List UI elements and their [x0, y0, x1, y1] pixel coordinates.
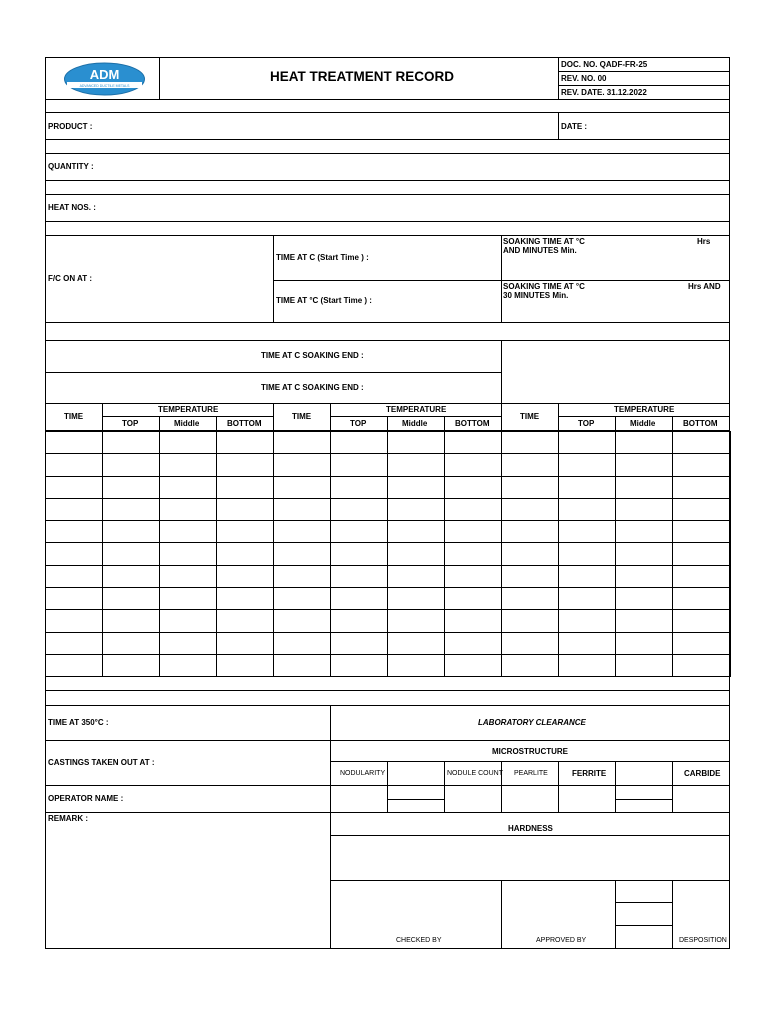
- revision-date: REV. DATE. 31.12.2022: [561, 88, 647, 97]
- table-cell[interactable]: [388, 610, 445, 632]
- table-cell[interactable]: [445, 476, 502, 498]
- soaking-time-2-line2: 30 MINUTES Min.: [503, 291, 569, 300]
- operator-name-label: OPERATOR NAME :: [48, 794, 124, 803]
- table-cell[interactable]: [673, 543, 731, 565]
- nodule-count-label: NODULE COUNT: [447, 770, 504, 777]
- ferrite-label: FERRITE: [572, 769, 607, 778]
- table-cell[interactable]: [673, 454, 731, 476]
- table-cell[interactable]: [274, 632, 331, 654]
- table-cell[interactable]: [502, 543, 559, 565]
- table-cell[interactable]: [160, 476, 217, 498]
- table-cell[interactable]: [46, 454, 103, 476]
- table-cell[interactable]: [445, 543, 502, 565]
- table-cell[interactable]: [103, 543, 160, 565]
- table-cell[interactable]: [616, 588, 673, 610]
- table-cell[interactable]: [388, 654, 445, 676]
- col-temperature-2: TEMPERATURE: [386, 405, 447, 414]
- table-cell[interactable]: [616, 632, 673, 654]
- table-cell[interactable]: [388, 565, 445, 587]
- table-cell[interactable]: [673, 498, 731, 520]
- start-time-label-1: TIME AT C (Start Time ) :: [276, 253, 369, 262]
- table-row: [46, 521, 731, 543]
- table-cell[interactable]: [673, 521, 731, 543]
- microstructure-title: MICROSTRUCTURE: [492, 747, 568, 756]
- table-cell[interactable]: [445, 432, 502, 454]
- table-cell[interactable]: [103, 565, 160, 587]
- heat-nos-label: HEAT NOS. :: [48, 203, 96, 212]
- table-row: [46, 632, 731, 654]
- table-cell[interactable]: [46, 565, 103, 587]
- table-cell[interactable]: [616, 454, 673, 476]
- remark-field[interactable]: [46, 825, 330, 947]
- table-cell[interactable]: [559, 476, 616, 498]
- table-cell[interactable]: [160, 565, 217, 587]
- quantity-field[interactable]: [100, 154, 728, 180]
- col-time-2: TIME: [292, 412, 312, 421]
- table-cell[interactable]: [616, 498, 673, 520]
- table-cell[interactable]: [388, 588, 445, 610]
- company-logo: [63, 62, 146, 96]
- col-top-1: TOP: [122, 419, 139, 428]
- col-bottom-1: BOTTOM: [227, 419, 262, 428]
- table-cell[interactable]: [445, 498, 502, 520]
- table-cell[interactable]: [103, 498, 160, 520]
- soaking-time-1-line2: AND MINUTES Min.: [503, 246, 577, 255]
- table-cell[interactable]: [217, 565, 274, 587]
- adm-logo-icon: [63, 62, 146, 96]
- table-cell[interactable]: [502, 498, 559, 520]
- table-cell[interactable]: [331, 543, 388, 565]
- hardness-field[interactable]: [331, 836, 729, 880]
- pearlite-label: PEARLITE: [514, 770, 548, 777]
- disposition-label: DESPOSITION: [679, 937, 727, 944]
- table-cell[interactable]: [103, 476, 160, 498]
- table-cell[interactable]: [103, 588, 160, 610]
- table-cell[interactable]: [502, 432, 559, 454]
- table-cell[interactable]: [673, 432, 731, 454]
- table-cell[interactable]: [673, 588, 731, 610]
- table-cell[interactable]: [103, 654, 160, 676]
- table-cell[interactable]: [274, 610, 331, 632]
- table-cell[interactable]: [388, 454, 445, 476]
- hardness-title: HARDNESS: [508, 824, 553, 833]
- table-cell[interactable]: [388, 432, 445, 454]
- table-cell[interactable]: [673, 476, 731, 498]
- col-middle-2: Middle: [402, 419, 428, 428]
- table-row: [46, 610, 731, 632]
- table-cell[interactable]: [274, 432, 331, 454]
- table-cell[interactable]: [559, 432, 616, 454]
- table-cell[interactable]: [616, 654, 673, 676]
- table-cell[interactable]: [46, 632, 103, 654]
- remark-label: REMARK :: [48, 814, 88, 823]
- table-cell[interactable]: [502, 632, 559, 654]
- heat-nos-field[interactable]: [100, 195, 728, 221]
- date-field[interactable]: [590, 113, 728, 139]
- table-cell[interactable]: [673, 610, 731, 632]
- table-row: [46, 588, 731, 610]
- table-cell[interactable]: [217, 454, 274, 476]
- table-cell[interactable]: [274, 498, 331, 520]
- table-cell[interactable]: [331, 521, 388, 543]
- table-cell[interactable]: [559, 588, 616, 610]
- table-cell[interactable]: [445, 632, 502, 654]
- table-cell[interactable]: [502, 476, 559, 498]
- table-cell[interactable]: [103, 521, 160, 543]
- table-cell[interactable]: [388, 632, 445, 654]
- table-cell[interactable]: [331, 498, 388, 520]
- table-cell[interactable]: [331, 476, 388, 498]
- table-cell[interactable]: [559, 610, 616, 632]
- table-cell[interactable]: [388, 543, 445, 565]
- soaking-time-2-line1: SOAKING TIME AT °C: [503, 282, 585, 291]
- product-field[interactable]: [120, 113, 556, 139]
- date-label: DATE :: [561, 122, 588, 131]
- table-cell[interactable]: [559, 543, 616, 565]
- table-cell[interactable]: [616, 610, 673, 632]
- table-cell[interactable]: [217, 476, 274, 498]
- table-cell[interactable]: [217, 521, 274, 543]
- product-label: PRODUCT :: [48, 122, 93, 131]
- table-cell[interactable]: [559, 454, 616, 476]
- table-cell[interactable]: [331, 588, 388, 610]
- table-cell[interactable]: [388, 476, 445, 498]
- table-cell[interactable]: [160, 454, 217, 476]
- table-cell[interactable]: [160, 543, 217, 565]
- table-cell[interactable]: [46, 543, 103, 565]
- start-time-label-2: TIME AT °C (Start Time ) :: [276, 296, 372, 305]
- table-cell[interactable]: [502, 454, 559, 476]
- table-cell[interactable]: [445, 654, 502, 676]
- table-cell[interactable]: [673, 654, 731, 676]
- table-cell[interactable]: [388, 498, 445, 520]
- table-cell[interactable]: [673, 565, 731, 587]
- table-cell[interactable]: [103, 432, 160, 454]
- table-cell[interactable]: [274, 454, 331, 476]
- approved-by-label: APPROVED BY: [536, 937, 587, 944]
- logo-text: ADM: [89, 67, 120, 82]
- table-cell[interactable]: [445, 565, 502, 587]
- table-row: [46, 476, 731, 498]
- table-row: [46, 654, 731, 676]
- table-cell[interactable]: [331, 632, 388, 654]
- table-cell[interactable]: [274, 565, 331, 587]
- table-cell[interactable]: [160, 610, 217, 632]
- doc-number: DOC. NO. QADF-FR-25: [561, 60, 648, 69]
- temperature-log-table: [45, 431, 731, 677]
- table-cell[interactable]: [331, 565, 388, 587]
- carbide-label: CARBIDE: [684, 769, 721, 778]
- soaking-time-2-unit: Hrs AND: [688, 282, 721, 291]
- time-at-350-label: TIME AT 350°C :: [48, 718, 109, 727]
- table-cell[interactable]: [217, 543, 274, 565]
- table-cell[interactable]: [559, 565, 616, 587]
- table-cell[interactable]: [160, 521, 217, 543]
- table-cell[interactable]: [160, 498, 217, 520]
- table-cell[interactable]: [46, 521, 103, 543]
- table-cell[interactable]: [502, 654, 559, 676]
- table-cell[interactable]: [274, 521, 331, 543]
- logo-tagline: ADVANCED DUCTILE METALS: [79, 84, 130, 88]
- table-cell[interactable]: [559, 498, 616, 520]
- table-cell[interactable]: [217, 632, 274, 654]
- table-cell[interactable]: [616, 543, 673, 565]
- table-cell[interactable]: [103, 454, 160, 476]
- table-cell[interactable]: [445, 610, 502, 632]
- table-cell[interactable]: [160, 432, 217, 454]
- col-temperature-1: TEMPERATURE: [158, 405, 219, 414]
- table-cell[interactable]: [331, 432, 388, 454]
- table-cell[interactable]: [160, 632, 217, 654]
- soaking-end-label-2: TIME AT C SOAKING END :: [261, 383, 364, 392]
- table-cell[interactable]: [559, 654, 616, 676]
- table-cell[interactable]: [502, 521, 559, 543]
- table-cell[interactable]: [46, 654, 103, 676]
- table-row: [46, 454, 731, 476]
- table-cell[interactable]: [217, 432, 274, 454]
- table-row: [46, 498, 731, 520]
- col-temperature-3: TEMPERATURE: [614, 405, 675, 414]
- table-cell[interactable]: [103, 610, 160, 632]
- table-row: [46, 565, 731, 587]
- table-cell[interactable]: [274, 543, 331, 565]
- table-row: [46, 543, 731, 565]
- col-time-1: TIME: [64, 412, 84, 421]
- col-bottom-2: BOTTOM: [455, 419, 490, 428]
- table-cell[interactable]: [217, 610, 274, 632]
- revision-number: REV. NO. 00: [561, 74, 607, 83]
- col-top-3: TOP: [578, 419, 595, 428]
- table-cell[interactable]: [331, 454, 388, 476]
- col-bottom-3: BOTTOM: [683, 419, 718, 428]
- table-cell[interactable]: [559, 632, 616, 654]
- table-cell[interactable]: [46, 498, 103, 520]
- nodularity-label: NODULARITY: [340, 770, 386, 777]
- table-cell[interactable]: [445, 454, 502, 476]
- table-cell[interactable]: [217, 588, 274, 610]
- table-cell[interactable]: [445, 588, 502, 610]
- table-cell[interactable]: [103, 632, 160, 654]
- soaking-end-label-1: TIME AT C SOAKING END :: [261, 351, 364, 360]
- col-time-3: TIME: [520, 412, 540, 421]
- soaking-time-1-unit: Hrs: [697, 237, 711, 246]
- table-cell[interactable]: [331, 654, 388, 676]
- table-cell[interactable]: [673, 632, 731, 654]
- table-cell[interactable]: [46, 476, 103, 498]
- table-row: [46, 432, 731, 454]
- table-cell[interactable]: [502, 610, 559, 632]
- table-cell[interactable]: [559, 521, 616, 543]
- checked-by-label: CHECKED BY: [396, 937, 442, 944]
- fcon-at-label: F/C ON AT :: [48, 274, 92, 283]
- table-cell[interactable]: [46, 588, 103, 610]
- table-cell[interactable]: [502, 588, 559, 610]
- table-cell[interactable]: [46, 432, 103, 454]
- table-cell[interactable]: [388, 521, 445, 543]
- table-cell[interactable]: [217, 498, 274, 520]
- table-cell[interactable]: [616, 432, 673, 454]
- table-cell[interactable]: [616, 476, 673, 498]
- table-cell[interactable]: [616, 521, 673, 543]
- table-cell[interactable]: [445, 521, 502, 543]
- table-cell[interactable]: [616, 565, 673, 587]
- table-cell[interactable]: [160, 588, 217, 610]
- form-title: HEAT TREATMENT RECORD: [270, 69, 454, 84]
- soaking-time-1-line1: SOAKING TIME AT °C: [503, 237, 585, 246]
- col-top-2: TOP: [350, 419, 367, 428]
- col-middle-1: Middle: [174, 419, 200, 428]
- table-cell[interactable]: [502, 565, 559, 587]
- table-cell[interactable]: [217, 654, 274, 676]
- table-cell[interactable]: [46, 610, 103, 632]
- table-cell[interactable]: [274, 588, 331, 610]
- castings-taken-out-label: CASTINGS TAKEN OUT AT :: [48, 758, 155, 767]
- table-cell[interactable]: [274, 476, 331, 498]
- table-cell[interactable]: [331, 610, 388, 632]
- col-middle-3: Middle: [630, 419, 656, 428]
- table-cell[interactable]: [160, 654, 217, 676]
- table-cell[interactable]: [274, 654, 331, 676]
- lab-clearance-title: LABORATORY CLEARANCE: [478, 718, 586, 727]
- quantity-label: QUANTITY :: [48, 162, 94, 171]
